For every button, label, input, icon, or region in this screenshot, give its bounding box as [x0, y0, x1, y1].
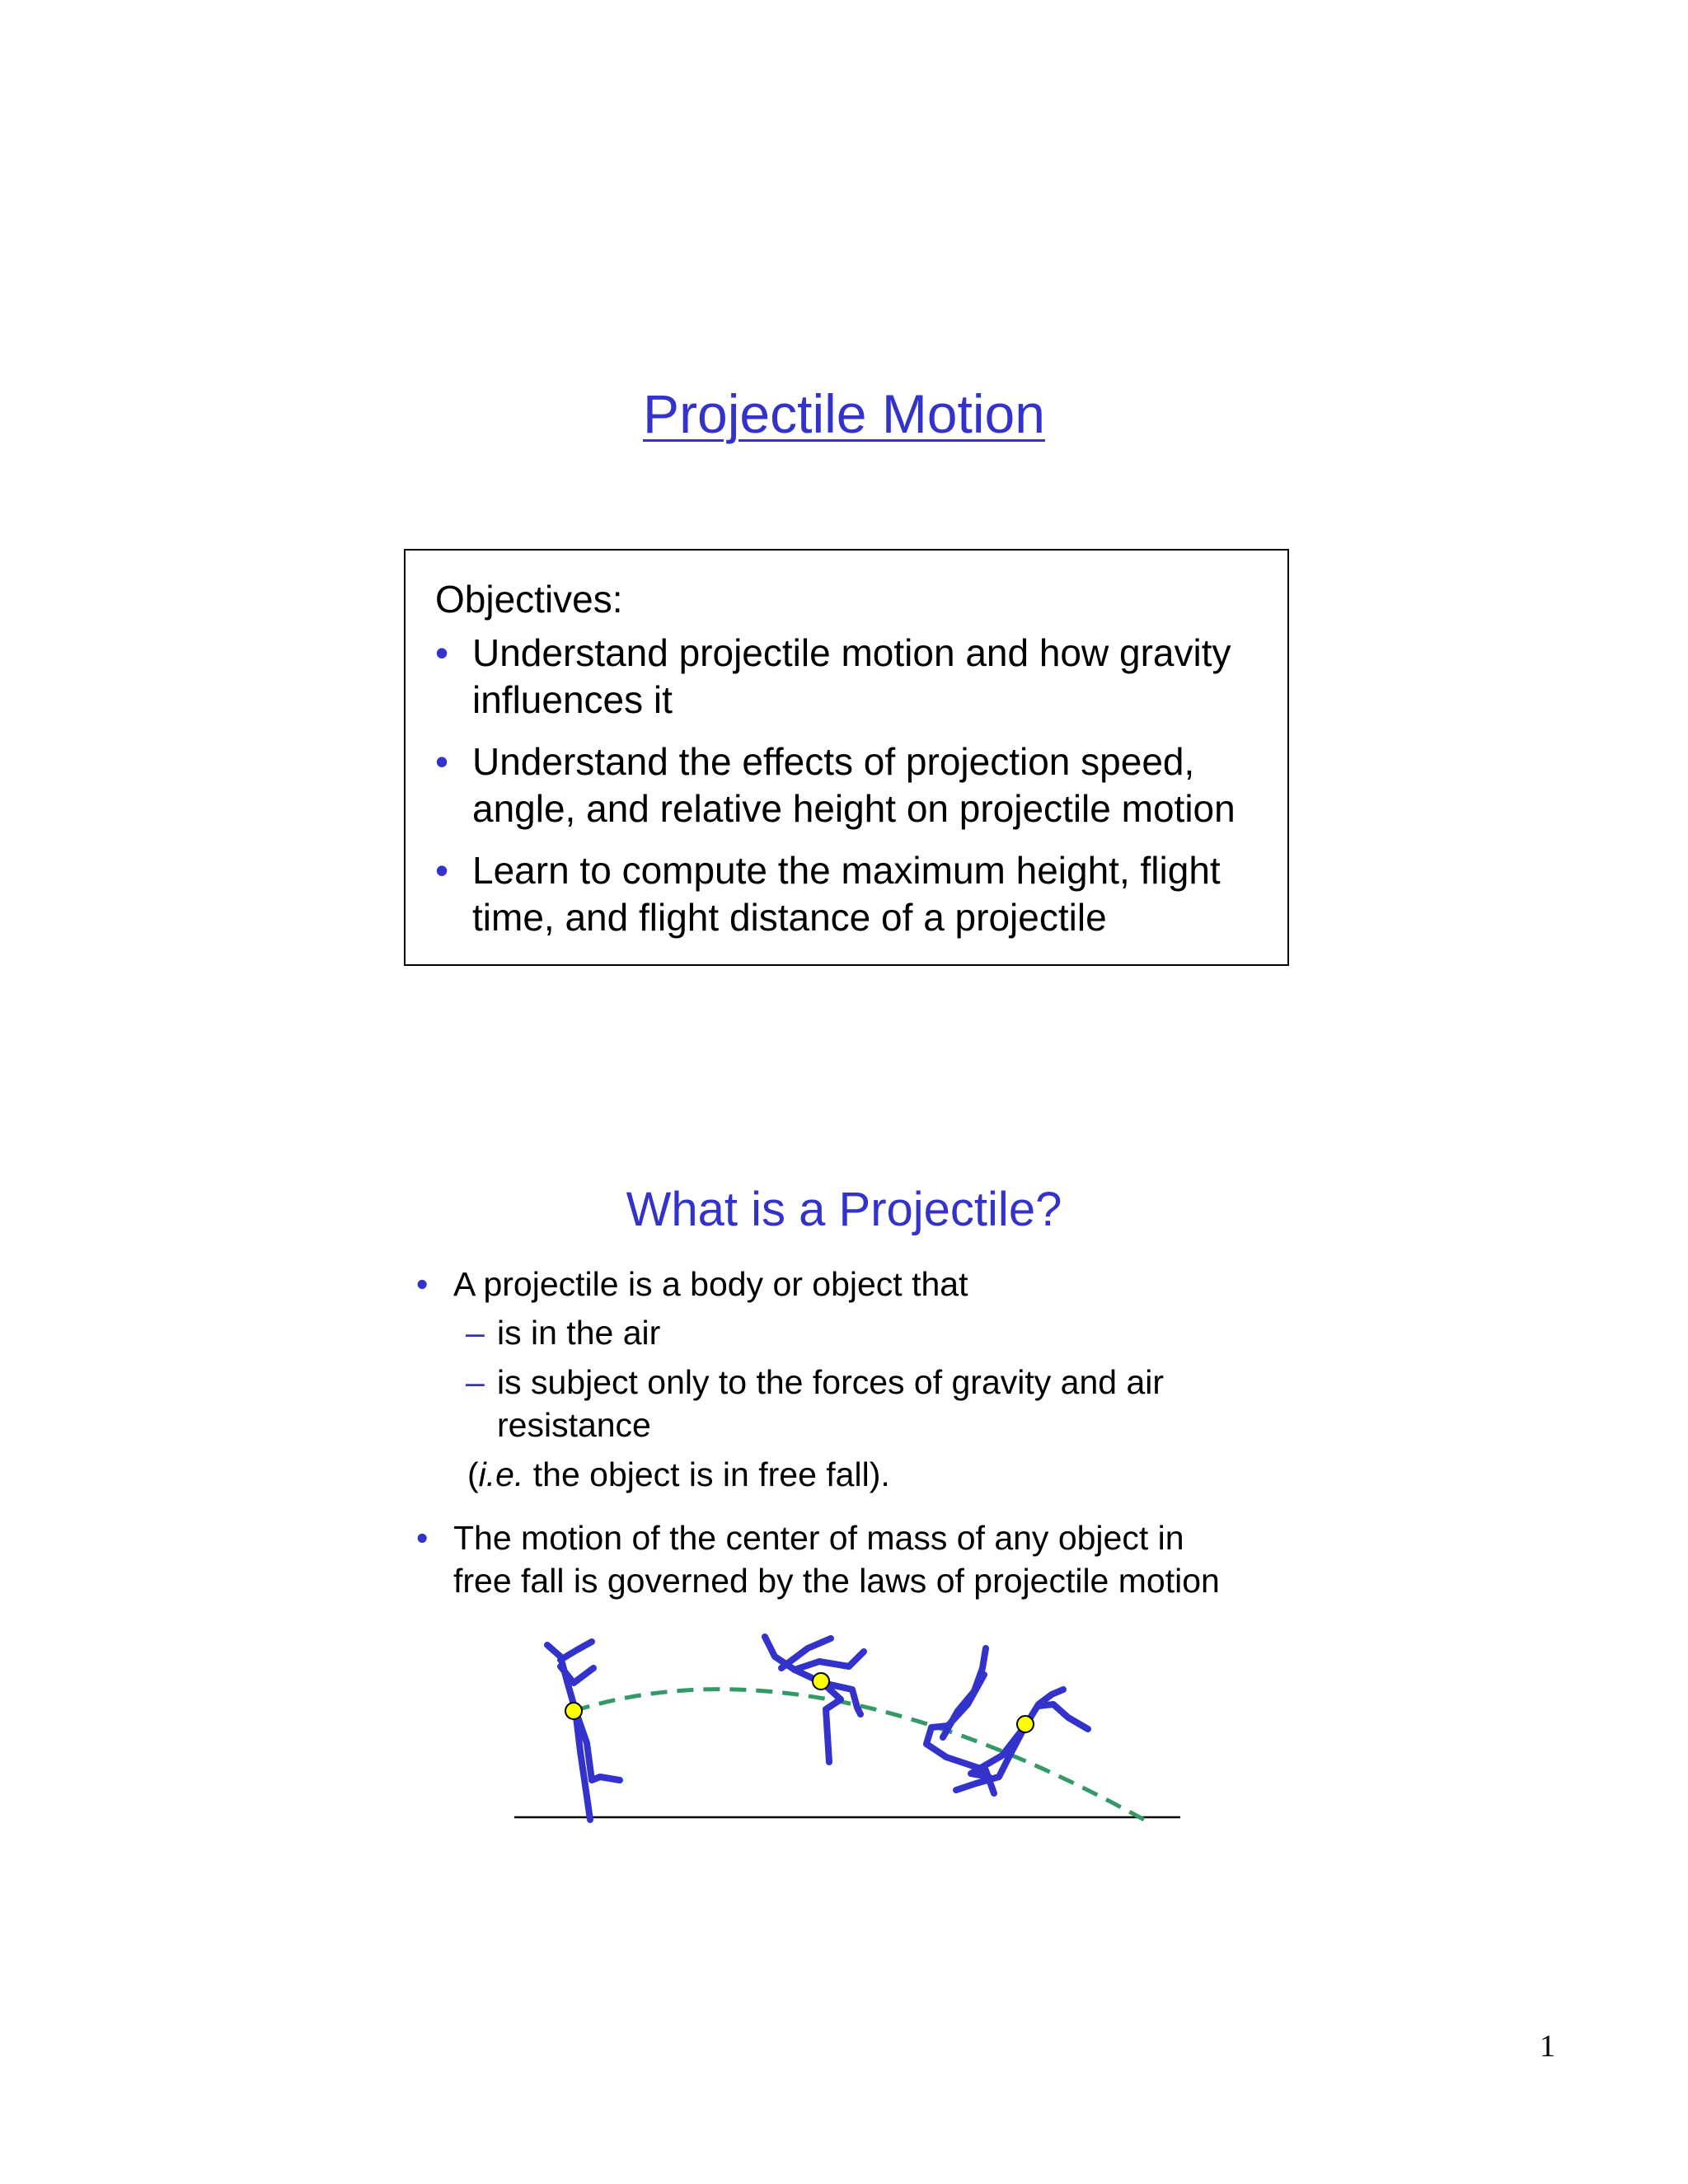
center-of-mass-1 [565, 1703, 582, 1719]
sub-bullet-1-text: is in the air [497, 1314, 661, 1352]
projectile-figure [495, 1632, 1203, 1834]
objective-item-1 [435, 630, 1268, 724]
bullet-icon: • [416, 1519, 429, 1557]
objective-line: time, and flight distance of a projectile [472, 896, 1107, 939]
slide1-title: Projectile Motion [643, 383, 1045, 444]
dash-icon: – [466, 1363, 485, 1401]
center-of-mass-2 [813, 1673, 829, 1690]
sub-bullet-2-line2: resistance [497, 1406, 651, 1444]
bullet-icon: • [435, 849, 449, 892]
objective-line: influences it [472, 678, 673, 721]
center-of-mass-3 [1017, 1716, 1034, 1732]
note-italic: i.e. [478, 1455, 524, 1493]
objectives-heading: Objectives: [435, 578, 623, 621]
bullet-2-line2: free fall is governed by the laws of projectile motion [453, 1562, 1220, 1600]
bullet-icon: • [416, 1265, 429, 1303]
note-open-paren: ( [467, 1455, 479, 1493]
objective-line: angle, and relative height on projectile motion [472, 787, 1236, 830]
sub-bullet-2-line1: is subject only to the forces of gravity and air [497, 1363, 1165, 1401]
bullet-1-text: A projectile is a body or object that [453, 1265, 968, 1303]
objective-item-2 [435, 738, 1268, 832]
objective-item-3 [435, 847, 1268, 941]
note-rest: the object is in free fall). [523, 1455, 890, 1493]
objectives-box [404, 549, 1289, 966]
gymnast-figure-2 [765, 1637, 864, 1762]
gymnast-figure-3 [926, 1648, 1088, 1793]
dash-icon: – [466, 1314, 485, 1352]
objective-line: Understand projectile motion and how gravity [472, 631, 1231, 674]
slide2-title: What is a Projectile? [626, 1183, 1062, 1236]
bullet-icon: • [435, 631, 449, 674]
objective-line: Learn to compute the maximum height, flight [472, 849, 1221, 892]
free-fall-note [467, 1453, 890, 1496]
gymnast-figure-1 [547, 1642, 620, 1820]
page-number: 1 [1540, 2029, 1555, 2064]
bullet-icon: • [435, 740, 449, 783]
bullet-2-line1: The motion of the center of mass of any object in [453, 1519, 1184, 1557]
objective-line: Understand the effects of projection speed, [472, 740, 1195, 783]
